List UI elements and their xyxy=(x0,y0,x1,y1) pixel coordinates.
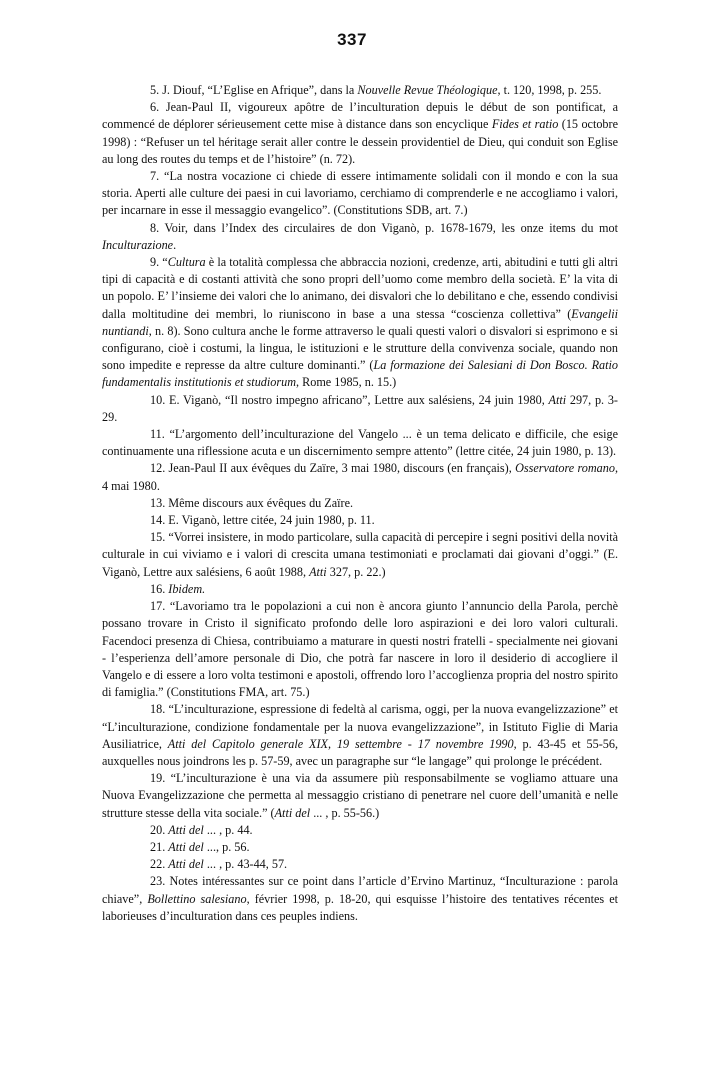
footnote-italic-text: Atti del xyxy=(274,805,311,820)
footnote-text: E. Viganò, “Il nostro impegno africano”, Lettre aux salésiens, 24 juin 1980, xyxy=(169,392,549,407)
footnote xyxy=(102,529,618,581)
page-number: 337 xyxy=(337,30,367,49)
footnote-text: E. Viganò, lettre citée, 24 juin 1980, p. 11. xyxy=(168,513,375,528)
footnote-italic-text: Osservatore romano xyxy=(515,461,615,476)
footnote-text: ... , p. 43-44, 57. xyxy=(203,857,288,872)
footnote-text: “Lavoriamo tra le popolazioni a cui non è ancora giunto l’annuncio della Parola, perchè possano trovare in Cristo il significato profondo delle loro aspirazioni e dei loro valori culturali. Facendoci presenza di Chiesa, contribuiamo a maturare in questi nostri fratelli - specialmente nei giovani - l’esperienza dell’amore personale di Dio, che potrà far nascere in loro il desiderio di accogliere il Vangelo e di essere a loro volta testimoni e apostoli, offrendo loro l’accoglienza propria del nostro spirito di famiglia.” (Constitutions FMA, art. 75.) xyxy=(102,599,619,700)
footnote-text: Jean-Paul II, vigoureux apôtre de l’inculturation depuis le début de son pontificat, a commencé de déplorer sérieusement cette mise à distance dans son encyclique xyxy=(102,100,619,132)
footnote xyxy=(102,512,618,529)
footnote-italic-text: Bollettino salesiano xyxy=(147,891,247,906)
footnote-number: 20. xyxy=(150,822,166,837)
footnote-number: 10. xyxy=(150,392,166,407)
footnote-text: “ xyxy=(162,255,168,270)
footnote-italic-text: La formazione dei Salesiani di Don Bosco. Ratio fundamentalis institutionis et studiorum xyxy=(102,358,618,390)
footnote-number: 8. xyxy=(150,220,160,235)
footnote-number: 13. xyxy=(150,495,166,510)
footnote-text: ... , p. 55-56.) xyxy=(310,805,380,820)
footnote xyxy=(102,701,618,770)
footnote-text: , février 1998, p. 18-20, qui esquisse l’histoire des tentatives récentes et laborieuses d’inculturation dans ces peuples indiens. xyxy=(102,891,618,923)
footnote xyxy=(102,460,618,494)
footnote-text: 297, p. 3-29. xyxy=(102,392,618,424)
footnote-text: 327, p. 22.) xyxy=(326,564,386,579)
footnote xyxy=(102,581,618,598)
footnote-text: ... , p. 44. xyxy=(203,822,253,837)
footnote-number: 19. xyxy=(150,771,166,786)
footnote-number: 22. xyxy=(150,857,166,872)
footnote xyxy=(102,770,618,822)
footnote-italic-text: Cultura xyxy=(167,255,206,270)
footnote-text: , Rome 1985, n. 15.) xyxy=(296,375,397,390)
footnote-number: 5. xyxy=(150,83,160,97)
footnote xyxy=(102,873,618,925)
footnote xyxy=(102,82,618,99)
footnote-number: 9. xyxy=(150,255,160,270)
footnote xyxy=(102,254,618,392)
footnote-text: , 4 mai 1980. xyxy=(102,461,619,493)
footnote-italic-text: Inculturazione xyxy=(102,237,174,252)
footnote-italic-text: Ibidem. xyxy=(168,581,206,596)
footnote xyxy=(102,99,618,168)
footnote-number: 17. xyxy=(150,599,166,614)
footnote-text: , n. 8). Sono cultura anche le forme attraverso le quali questi valori o disvalori si esprimono e si configurano, cioè i costumi, la lingua, le istituzioni e le strutture della convivenza sociale, quando non sono impedite e represse da altre culture dominanti.” ( xyxy=(102,323,618,373)
footnote-number: 11. xyxy=(150,427,165,442)
footnotes-list xyxy=(102,82,618,925)
footnote-text: “L’inculturazione, espressione di fedeltà al carisma, oggi, per la nuova evangelizzazione” et “L’inculturazione, condizione fondamentale per la nuova evangelizzazione”, in Istituto Figlie di Maria Ausiliatrice, xyxy=(102,702,618,751)
footnote-number: 6. xyxy=(150,100,160,115)
footnote-number: 12. xyxy=(150,461,166,476)
footnote xyxy=(102,392,618,426)
footnote-text: ..., p. 56. xyxy=(203,839,250,854)
footnote xyxy=(102,856,618,873)
footnote-number: 15. xyxy=(150,530,166,545)
footnote-text: Jean-Paul II aux évêques du Zaïre, 3 mai 1980, discours (en français), xyxy=(168,461,516,476)
footnote-italic-text: Atti del xyxy=(168,857,204,872)
footnote-italic-text: Nouvelle Revue Théologique xyxy=(357,83,498,97)
footnote-italic-text: Atti del xyxy=(168,822,204,837)
footnote-text: . xyxy=(173,237,177,252)
footnote xyxy=(102,822,618,839)
footnote-text: Voir, dans l’Index des circulaires de don Viganò, p. 1678-1679, les onze items du mot xyxy=(164,220,618,235)
footnote-italic-text: Atti del xyxy=(168,839,204,854)
footnote xyxy=(102,495,618,512)
footnote xyxy=(102,426,618,460)
footnote xyxy=(102,598,618,701)
footnote-italic-text: Atti xyxy=(548,392,567,407)
footnote-number: 18. xyxy=(150,702,166,717)
footnote-text: “Vorrei insistere, in modo particolare, sulla capacità di percepire i segni positivi della novità culturale in cui viviamo e i valori di crescita umana testimoniati e proclamati dai giovani d’oggi.” (E. Viganò, Lettre aux salésiens, 6 août 1988, xyxy=(102,530,618,579)
footnote-text: (15 octobre 1998) : “Refuser un tel héritage serait aller contre le dessein providentiel de Dieu, qui conduit son Eglise au long des routes du temps et de l’histoire” (n. 72). xyxy=(102,117,618,166)
footnote-text: Même discours aux évêques du Zaïre. xyxy=(168,495,354,510)
footnote-number: 7. xyxy=(150,169,160,184)
footnote-text: “La nostra vocazione ci chiede di essere intimamente solidali con il mondo e con la sua storia. Aperti alle culture dei paesi in cui lavoriamo, cerchiamo di comprenderle e ne accogliamo i valori, per incarnare in esse il messaggio evangelico”. (Constitutions SDB, art. 7.) xyxy=(102,169,618,218)
footnote-italic-text: Atti xyxy=(309,564,327,579)
footnote-text: , t. 120, 1998, p. 255. xyxy=(497,83,602,97)
footnote-text: J. Diouf, “L’Eglise en Afrique”, dans la xyxy=(162,83,358,97)
footnote xyxy=(102,168,618,220)
footnote-italic-text: Atti del Capitolo generale XIX, 19 settembre - 17 novembre 1990 xyxy=(167,736,514,751)
footnote-italic-text: Evangelii nuntiandi xyxy=(102,306,618,338)
footnote-italic-text: Fides et ratio xyxy=(491,117,559,132)
footnote-number: 21. xyxy=(150,839,166,854)
footnote-text: è la totalità complessa che abbraccia nozioni, credenze, arti, abitudini e tutti gli altri tipi di capacità e di costanti attività che sono propri dell’uomo come membro della società. E’ la vita di un popolo. E’ l’insieme dei valori che lo animano, dei disvalori che lo debilitano e che, essendo condivisi dalla moltitudine dei membri, lo riuniscono in base a una stessa “coscienza collettiva” ( xyxy=(102,255,618,321)
footnote-text: “L’argomento dell’inculturazione del Vangelo ... è un tema delicato e difficile, che esige continuamente una riflessione acuta e un discernimento sempre attento” (lettre citée, 24 juin 1980, p. 13). xyxy=(102,427,618,459)
footnote-text: Notes intéressantes sur ce point dans l’article d’Ervino Martinuz, “Inculturazione : parola chiave”, xyxy=(102,874,619,906)
footnote-number: 14. xyxy=(150,513,166,528)
footnote-number: 16. xyxy=(150,581,166,596)
footnote xyxy=(102,220,618,254)
footnote-text: , p. 43-45 et 55-56, auxquelles nous joindrons les p. 57-59, avec un paragraphe sur “le langage” qui prolonge le précédent. xyxy=(102,736,618,768)
footnote xyxy=(102,839,618,856)
footnote-number: 23. xyxy=(150,874,166,889)
footnote-text: “L’inculturazione è una via da assumere più responsabilmente se vogliamo attuare una Nuova Evangelizzazione che permetta al messaggio cristiano di penetrare nel cuore dell’umanità e nelle strutture stesse della vita sociale.” ( xyxy=(102,771,618,820)
